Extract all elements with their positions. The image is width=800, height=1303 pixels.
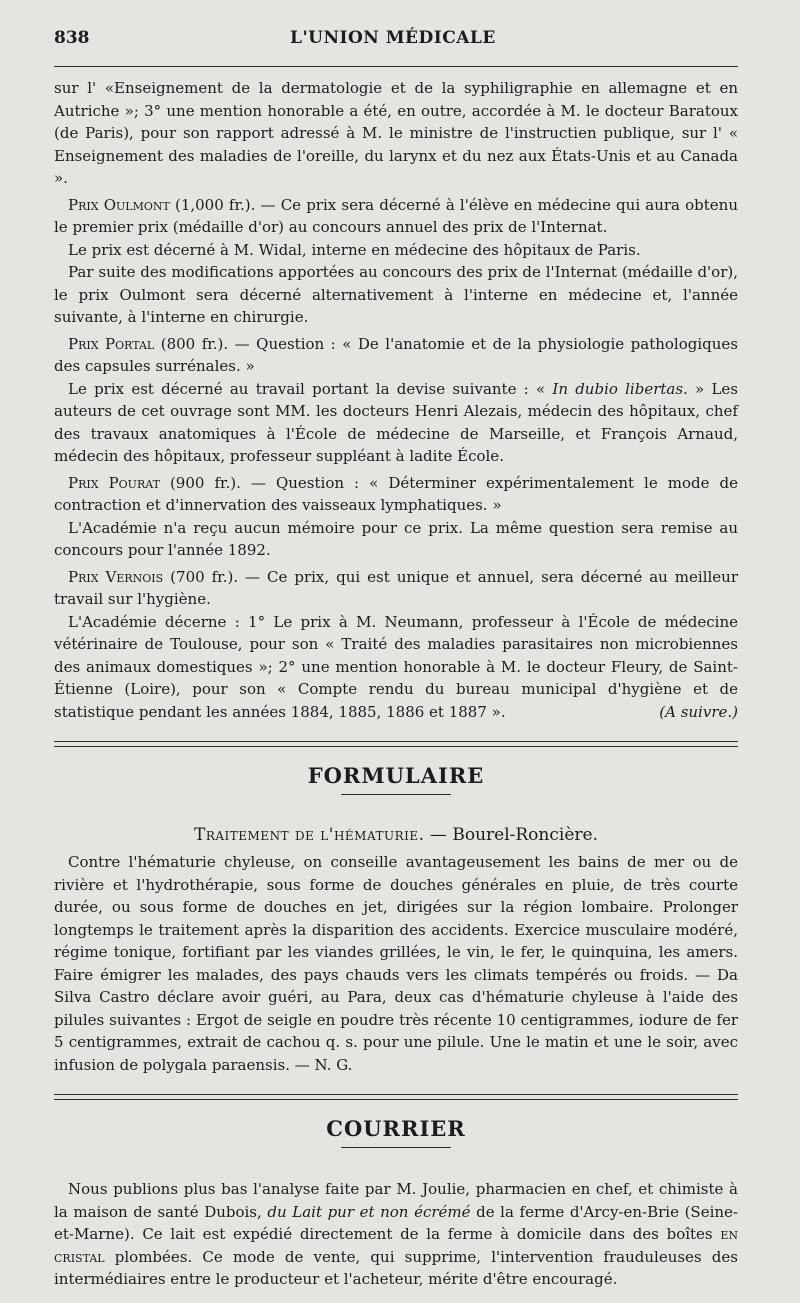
to-be-continued: (A suivre.) [659,702,738,721]
paragraph-vernois-laureates: L'Académie décerne : 1° Le prix à M. Neumann, professeur à l'École de médecine vétérinaire de Toulouse, pour son « Traité des maladies parasitaires non microbiennes des animaux domestiques »; 2° une mention honorable à M. le docteur Fleury, de Saint-Étienne (Loire), pour son « Compte rendu du bureau municipal d'hygiène et de statistique pendant les années 1884, 1885, 1886 et 1887 ». (A suivre.) [54,611,738,724]
prize-label-portal: Prix Portal [68,334,155,353]
journal-title: L'UNION MÉDICALE [290,28,496,48]
section-title-courrier: COURRIER [326,1116,466,1141]
paragraph-pourat-no-memoir: L'Académie n'a reçu aucun mémoire pour ce prix. La même question sera remise au concours pour l'année 1892. [54,518,738,559]
paragraph-prix-pourat [54,472,738,517]
paragraph-oulmont-modifications: Par suite des modifications apportées au concours des prix de l'Internat (médaille d'or), le prix Oulmont sera décerné alternativement à l'interne en médecine et, l'année suivante, à l'interne en chirurgie. [54,263,738,326]
paragraph-portal-laureates: Le prix est décerné au travail portant la devise suivante : « In dubio libertas. » Les auteurs de cet ouvrage sont MM. les docteurs Henri Alezais, médecin des hôpitaux, chef des travaux anatomiques à l'École de médecine de Marseille, et François Arnaud, médecin des hôpitaux, professeur suppléant à ladite École. [54,379,739,465]
prize-text-pourat: (900 fr.). — Question : « Déterminer expérimentalement le mode de contraction et d'innervation des vaisseaux lymphatiques. » [54,473,738,514]
article-subtitle: Traitement de l'hématurie. — Bourel-Roncière. [194,825,598,845]
paragraph-prix-vernois [54,566,738,611]
prize-text-vernois: (700 fr.). — Ce prix, qui est unique et annuel, sera décerné au meilleur travail sur l'hygiène. [54,567,739,608]
running-head [54,28,738,52]
prize-text-portal: (800 fr.). — Question : « De l'anatomie et de la physiologie pathologiques des capsules surrénales. » [54,334,738,375]
academie-prizes-section [54,77,738,723]
formulaire-section [54,763,738,1076]
page-number: 838 [54,28,90,48]
paragraph-prix-oulmont [54,194,738,239]
section-title-formulaire: FORMULAIRE [307,763,485,788]
section-divider-courrier [54,1094,738,1100]
prize-text-oulmont: (1,000 fr.). — Ce prix sera décerné à l'élève en médecine qui aura obtenu le premier prix (médaille d'or) au concours annuel des prix de l'Internat. [54,195,738,236]
prize-label-pourat: Prix Pourat [68,473,160,492]
paragraph-lait: Nous publions plus bas l'analyse faite par M. Joulie, pharmacien en chef, et chimiste à la maison de santé Dubois, du Lait pur et non écrémé de la ferme d'Arcy-en-Brie (Seine-et-Marne). Ce lait est expédié directement de la ferme à domicile dans des boîtes en cristal plombées. Ce mode de vente, qui supprime, l'intervention frauduleuses des intermédiaires entre le producteur et l'acheteur, mérite d'être encouragé. [54,1180,738,1288]
lait-product-name: du Lait pur et non écrémé [267,1202,471,1221]
paragraph-dermatologie: sur l' «Enseignement de la dermatologie et de la syphiligraphie en allemagne et en Autriche »; 3° une mention honorable a été, en outre, accordée à M. le docteur Baratoux (de Paris), pour son rapport adressé à M. le ministre de l'instructien publique, sur l' « Enseignement des maladies de l'oreille, du larynx et du nez aux États-Unis et au Canada ». [54,79,738,187]
title-underline [341,794,451,795]
header-rule [54,66,738,67]
paragraph-prix-portal [54,333,738,378]
section-divider-formulaire [54,741,738,747]
courrier-section [54,1116,738,1291]
motto-text: In dubio libertas. [552,379,688,398]
title-underline [341,1147,451,1148]
prize-label-vernois: Prix Vernois [68,567,164,586]
prize-label-oulmont: Prix Oulmont [68,195,170,214]
paragraph-oulmont-widal: Le prix est décerné à M. Widal, interne en médecine des hôpitaux de Paris. [68,240,641,259]
paragraph-hematurie: Contre l'hématurie chyleuse, on conseille avantageusement les bains de mer ou de rivière et l'hydrothérapie, sous forme de douches générales en pluie, de très courte durée, ou sous forme de douches en jet, dirigées sur la région lombaire. Prolonger longtemps le traitement après la disparition des accidents. Exercice musculaire modéré, régime tonique, fortifiant par les viandes grillées, le vin, le fer, le quinquina, les amers. Faire émigrer les malades, des pays chauds vers les climats tempérés ou froids. — Da Silva Castro déclare avoir guéri, au Para, deux cas d'hématurie chyleuse à l'aide des pilules suivantes : Ergot de seigle en poudre très récente 10 centigrammes, iodure de fer 5 centigrammes, extrait de cachou q. s. pour une pilule. Une le matin et une le soir, avec infusion de polygala paraensis. — N. G. [54,853,738,1074]
